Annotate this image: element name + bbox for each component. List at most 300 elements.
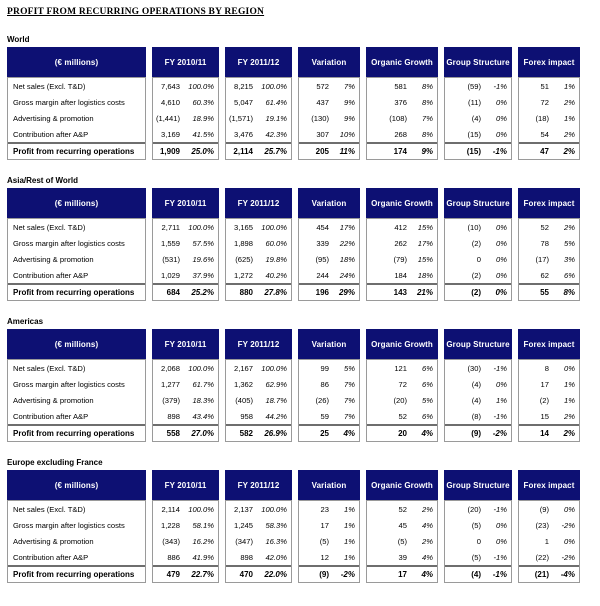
cell-value: (22)	[535, 552, 549, 562]
cell-percent: 0%	[496, 97, 507, 107]
cell-value: 582	[239, 429, 253, 438]
cell-value: 898	[167, 411, 180, 421]
column-header-fy1011: FY 2010/11	[152, 47, 219, 77]
cell-value: 2,114	[161, 504, 180, 514]
column-body-fy1112	[225, 218, 292, 301]
cell-value: 72	[398, 379, 407, 389]
table-row-total	[445, 283, 511, 300]
cell-percent: 2%	[563, 147, 575, 156]
table-row	[519, 219, 579, 235]
table-row	[299, 235, 359, 251]
cell-percent: 62.9%	[265, 379, 287, 389]
cell-value: (4)	[471, 570, 481, 579]
cell-percent: 58.1%	[192, 520, 214, 530]
column-header-organic: Organic Growth	[366, 47, 438, 77]
cell-value: 1,559	[160, 238, 180, 248]
table-row	[153, 94, 218, 110]
cell-value: (531)	[162, 254, 180, 264]
cell-value: 437	[316, 97, 329, 107]
cell-percent: 17%	[339, 222, 355, 232]
table-row	[367, 533, 437, 549]
cell-percent: 100.0%	[261, 222, 287, 232]
cell-value: 205	[315, 147, 329, 156]
column-header-organic: Organic Growth	[366, 470, 438, 500]
cell-value: (5)	[397, 536, 407, 546]
cell-value: 54	[540, 129, 549, 139]
column-body-organic	[366, 218, 438, 301]
cell-value: 20	[398, 429, 407, 438]
cell-value: 1	[544, 536, 549, 546]
cell-value: 1,228	[160, 520, 180, 530]
cell-percent: 1%	[564, 113, 575, 123]
cell-percent: 25.7%	[264, 147, 287, 156]
table-row	[226, 376, 291, 392]
cell-percent: 9%	[421, 147, 433, 156]
table-row	[367, 408, 437, 424]
cell-percent: 0%	[496, 536, 507, 546]
cell-percent: 6%	[564, 270, 575, 280]
cell-value: 2,137	[233, 504, 253, 514]
cell-value: 1,029	[160, 270, 180, 280]
table-row	[519, 501, 579, 517]
cell-value: 268	[394, 129, 407, 139]
row-label: Contribution after A&P	[13, 411, 89, 421]
region-label: World	[7, 35, 30, 44]
table-row	[8, 235, 145, 251]
table-row-total	[445, 424, 511, 441]
cell-value: 684	[166, 288, 180, 297]
table-row	[445, 110, 511, 126]
row-label: Net sales (Excl. T&D)	[13, 504, 86, 514]
table-row	[519, 360, 579, 376]
cell-percent: 22.0%	[264, 570, 287, 579]
cell-value: 2,068	[160, 363, 180, 373]
cell-percent: 100.0%	[261, 81, 287, 91]
table-row	[519, 517, 579, 533]
table-row	[299, 376, 359, 392]
table-row	[367, 501, 437, 517]
cell-value: 8,215	[233, 81, 253, 91]
cell-value: 25	[320, 429, 329, 438]
cell-value: (108)	[389, 113, 407, 123]
cell-value: (625)	[235, 254, 253, 264]
cell-value: 376	[394, 97, 407, 107]
table-row	[226, 549, 291, 565]
table-row	[445, 549, 511, 565]
region-table	[7, 329, 587, 442]
table-row	[445, 267, 511, 283]
cell-value: 470	[239, 570, 253, 579]
column-header-group: Group Structure	[444, 47, 512, 77]
cell-percent: 7%	[344, 411, 355, 421]
table-row	[367, 549, 437, 565]
table-row-total	[153, 424, 218, 441]
cell-value: 2,711	[161, 222, 180, 232]
cell-percent: -1%	[493, 504, 507, 514]
cell-value: (2)	[471, 270, 481, 280]
cell-percent: 0%	[564, 504, 575, 514]
cell-value: 3,169	[160, 129, 180, 139]
region-section	[7, 458, 600, 583]
table-row	[367, 360, 437, 376]
cell-percent: 7%	[344, 379, 355, 389]
table-row	[299, 126, 359, 142]
column-header-label: (€ millions)	[7, 329, 146, 359]
region-table	[7, 188, 587, 301]
column-header-fy1011: FY 2010/11	[152, 329, 219, 359]
cell-percent: 26.9%	[264, 429, 287, 438]
table-row	[445, 94, 511, 110]
cell-percent: 0%	[496, 222, 507, 232]
column-body-var	[298, 500, 360, 583]
cell-value: (2)	[471, 288, 481, 297]
cell-value: 0	[476, 536, 481, 546]
table-row	[226, 267, 291, 283]
cell-value: 52	[398, 411, 407, 421]
table-row	[519, 94, 579, 110]
cell-percent: 19.1%	[265, 113, 287, 123]
cell-value: 454	[316, 222, 329, 232]
cell-percent: 2%	[422, 536, 433, 546]
table-row	[299, 501, 359, 517]
cell-percent: 1%	[564, 379, 575, 389]
cell-percent: 1%	[564, 81, 575, 91]
table-row	[445, 78, 511, 94]
column-header-label: (€ millions)	[7, 47, 146, 77]
column-body-forex	[518, 359, 580, 442]
cell-percent: 15%	[417, 254, 433, 264]
cell-value: 14	[540, 429, 549, 438]
cell-percent: 8%	[422, 81, 433, 91]
table-row	[445, 126, 511, 142]
cell-value: 184	[394, 270, 407, 280]
table-row	[519, 408, 579, 424]
cell-percent: 24%	[339, 270, 355, 280]
column-header-fy1011: FY 2010/11	[152, 188, 219, 218]
table-row	[445, 219, 511, 235]
cell-percent: -1%	[493, 81, 507, 91]
table-row-total	[367, 565, 437, 582]
column-body-organic	[366, 359, 438, 442]
cell-value: 262	[394, 238, 407, 248]
cell-percent: 37.9%	[192, 270, 214, 280]
table-row	[8, 501, 145, 517]
column-header-var: Variation	[298, 188, 360, 218]
table-row	[519, 235, 579, 251]
cell-percent: 1%	[344, 552, 355, 562]
table-row	[367, 78, 437, 94]
cell-percent: 27.0%	[191, 429, 214, 438]
cell-percent: 43.4%	[192, 411, 214, 421]
row-label: Profit from recurring operations	[13, 570, 135, 579]
cell-percent: 15%	[417, 222, 433, 232]
cell-percent: -1%	[492, 147, 507, 156]
table-row-total	[226, 142, 291, 159]
cell-percent: 18%	[417, 270, 433, 280]
table-row	[299, 517, 359, 533]
cell-percent: 42.0%	[265, 552, 287, 562]
cell-value: 0	[476, 254, 481, 264]
cell-percent: 8%	[422, 97, 433, 107]
cell-percent: 22%	[339, 238, 355, 248]
column-header-forex: Forex impact	[518, 470, 580, 500]
cell-value: 8	[544, 363, 549, 373]
cell-percent: 6%	[422, 363, 433, 373]
column-body-group	[444, 500, 512, 583]
cell-percent: 27.8%	[264, 288, 287, 297]
table-row	[153, 251, 218, 267]
cell-value: (9)	[539, 504, 549, 514]
cell-percent: 25.0%	[191, 147, 214, 156]
cell-percent: 10%	[339, 129, 355, 139]
table-row	[8, 360, 145, 376]
cell-value: (2)	[539, 395, 549, 405]
table-row	[299, 392, 359, 408]
row-label: Advertising & promotion	[13, 395, 94, 405]
cell-percent: -1%	[493, 411, 507, 421]
column-header-forex: Forex impact	[518, 47, 580, 77]
cell-percent: 1%	[344, 520, 355, 530]
table-row	[299, 110, 359, 126]
cell-value: 72	[540, 97, 549, 107]
column-header-group: Group Structure	[444, 470, 512, 500]
cell-percent: 4%	[422, 520, 433, 530]
table-row	[226, 94, 291, 110]
cell-percent: 5%	[344, 363, 355, 373]
cell-value: 880	[239, 288, 253, 297]
cell-value: (130)	[311, 113, 329, 123]
cell-percent: 3%	[564, 254, 575, 264]
cell-percent: 0%	[496, 113, 507, 123]
region-table	[7, 47, 587, 160]
cell-percent: 2%	[564, 222, 575, 232]
column-body-forex	[518, 77, 580, 160]
cell-value: 3,476	[233, 129, 253, 139]
cell-value: (1,441)	[155, 113, 180, 123]
cell-value: 572	[316, 81, 329, 91]
cell-percent: 0%	[496, 129, 507, 139]
column-body-group	[444, 77, 512, 160]
cell-value: (379)	[162, 395, 180, 405]
cell-value: (4)	[471, 379, 481, 389]
column-header-forex: Forex impact	[518, 188, 580, 218]
table-row-total	[153, 142, 218, 159]
table-row-total	[367, 424, 437, 441]
table-row	[226, 219, 291, 235]
table-row	[226, 517, 291, 533]
table-row	[299, 78, 359, 94]
table-row	[367, 267, 437, 283]
cell-percent: 18.9%	[192, 113, 214, 123]
cell-percent: 19.6%	[192, 254, 214, 264]
cell-value: 174	[393, 147, 407, 156]
cell-percent: 8%	[422, 129, 433, 139]
cell-value: 45	[398, 520, 407, 530]
row-label: Profit from recurring operations	[13, 288, 135, 297]
table-row	[299, 408, 359, 424]
cell-value: (21)	[534, 570, 549, 579]
cell-percent: 42.3%	[265, 129, 287, 139]
cell-percent: 0%	[496, 270, 507, 280]
region-label: Europe excluding France	[7, 458, 103, 467]
cell-value: 12	[320, 552, 329, 562]
cell-percent: 100.0%	[188, 81, 214, 91]
cell-percent: 18%	[339, 254, 355, 264]
table-row	[445, 501, 511, 517]
table-row	[153, 533, 218, 549]
cell-percent: 11%	[339, 147, 355, 156]
cell-value: (17)	[535, 254, 549, 264]
column-header-fy1112: FY 2011/12	[225, 188, 292, 218]
cell-value: 47	[540, 147, 549, 156]
table-row	[153, 219, 218, 235]
table-row-total	[153, 565, 218, 582]
cell-percent: 2%	[422, 504, 433, 514]
table-row	[153, 267, 218, 283]
cell-value: (23)	[535, 520, 549, 530]
cell-percent: 8%	[563, 288, 575, 297]
column-body-organic	[366, 500, 438, 583]
table-row	[226, 126, 291, 142]
table-row	[226, 360, 291, 376]
table-row-total	[8, 142, 145, 159]
table-row	[153, 501, 218, 517]
table-row	[445, 517, 511, 533]
cell-value: 86	[320, 379, 329, 389]
cell-value: (10)	[467, 222, 481, 232]
cell-value: 339	[316, 238, 329, 248]
table-row	[153, 549, 218, 565]
table-row	[367, 376, 437, 392]
cell-value: 143	[393, 288, 407, 297]
cell-value: (1,571)	[228, 113, 253, 123]
cell-percent: 100.0%	[188, 504, 214, 514]
cell-percent: 2%	[563, 429, 575, 438]
region-section	[7, 176, 600, 301]
column-body-forex	[518, 500, 580, 583]
column-body-label	[7, 77, 146, 160]
column-header-fy1011: FY 2010/11	[152, 470, 219, 500]
cell-percent: -2%	[492, 429, 507, 438]
table-row	[367, 126, 437, 142]
cell-percent: 100.0%	[188, 222, 214, 232]
column-body-fy1112	[225, 500, 292, 583]
cell-value: 62	[540, 270, 549, 280]
column-body-organic	[366, 77, 438, 160]
table-row-total	[519, 142, 579, 159]
cell-value: 898	[240, 552, 253, 562]
cell-percent: 4%	[343, 429, 355, 438]
column-body-label	[7, 359, 146, 442]
column-body-fy1011	[152, 500, 219, 583]
row-label: Gross margin after logistics costs	[13, 238, 125, 248]
table-row	[299, 360, 359, 376]
table-row-total	[8, 424, 145, 441]
table-row-total	[299, 565, 359, 582]
column-header-organic: Organic Growth	[366, 329, 438, 359]
column-header-group: Group Structure	[444, 188, 512, 218]
cell-value: (11)	[468, 97, 481, 107]
column-body-group	[444, 359, 512, 442]
table-row	[519, 376, 579, 392]
column-body-fy1112	[225, 359, 292, 442]
table-row-total	[299, 283, 359, 300]
cell-value: (5)	[319, 536, 329, 546]
table-row-total	[8, 283, 145, 300]
cell-percent: 18.7%	[265, 395, 287, 405]
cell-percent: 29%	[338, 288, 355, 297]
region-section	[7, 35, 600, 160]
cell-value: 1,272	[233, 270, 253, 280]
cell-value: 78	[540, 238, 549, 248]
column-body-fy1011	[152, 77, 219, 160]
cell-value: (79)	[393, 254, 407, 264]
cell-value: 307	[316, 129, 329, 139]
table-row	[299, 251, 359, 267]
cell-percent: 41.9%	[192, 552, 214, 562]
cell-percent: 21%	[416, 288, 433, 297]
cell-percent: 16.3%	[265, 536, 287, 546]
row-label: Profit from recurring operations	[13, 147, 135, 156]
column-body-label	[7, 218, 146, 301]
table-row	[153, 392, 218, 408]
cell-value: 958	[240, 411, 253, 421]
cell-percent: 6%	[422, 379, 433, 389]
cell-percent: 100.0%	[188, 363, 214, 373]
table-row-total	[445, 565, 511, 582]
cell-percent: 2%	[564, 411, 575, 421]
column-header-var: Variation	[298, 47, 360, 77]
row-label: Advertising & promotion	[13, 113, 94, 123]
cell-value: 581	[394, 81, 407, 91]
cell-value: 244	[316, 270, 329, 280]
cell-value: (20)	[393, 395, 407, 405]
cell-percent: -2%	[340, 570, 355, 579]
cell-percent: 40.2%	[265, 270, 287, 280]
page-title: PROFIT FROM RECURRING OPERATIONS BY REGION	[7, 7, 265, 17]
cell-value: 886	[167, 552, 180, 562]
table-row	[445, 360, 511, 376]
table-row	[367, 392, 437, 408]
table-row	[519, 392, 579, 408]
cell-value: 39	[398, 552, 407, 562]
cell-percent: -1%	[493, 552, 507, 562]
cell-value: (26)	[315, 395, 329, 405]
table-row	[299, 267, 359, 283]
table-row-total	[153, 283, 218, 300]
cell-percent: 4%	[421, 570, 433, 579]
table-row	[519, 267, 579, 283]
cell-value: (347)	[235, 536, 253, 546]
table-row	[226, 110, 291, 126]
cell-percent: 4%	[421, 429, 433, 438]
table-row	[8, 110, 145, 126]
table-row-total	[519, 424, 579, 441]
column-header-fy1112: FY 2011/12	[225, 329, 292, 359]
column-header-var: Variation	[298, 470, 360, 500]
cell-percent: 0%	[496, 379, 507, 389]
cell-value: (95)	[315, 254, 329, 264]
cell-percent: 22.7%	[191, 570, 214, 579]
cell-value: (4)	[471, 395, 481, 405]
cell-percent: 19.8%	[265, 254, 287, 264]
cell-value: 479	[166, 570, 180, 579]
cell-value: (8)	[471, 411, 481, 421]
table-row	[8, 78, 145, 94]
row-label: Net sales (Excl. T&D)	[13, 363, 86, 373]
table-row	[367, 517, 437, 533]
column-header-label: (€ millions)	[7, 188, 146, 218]
